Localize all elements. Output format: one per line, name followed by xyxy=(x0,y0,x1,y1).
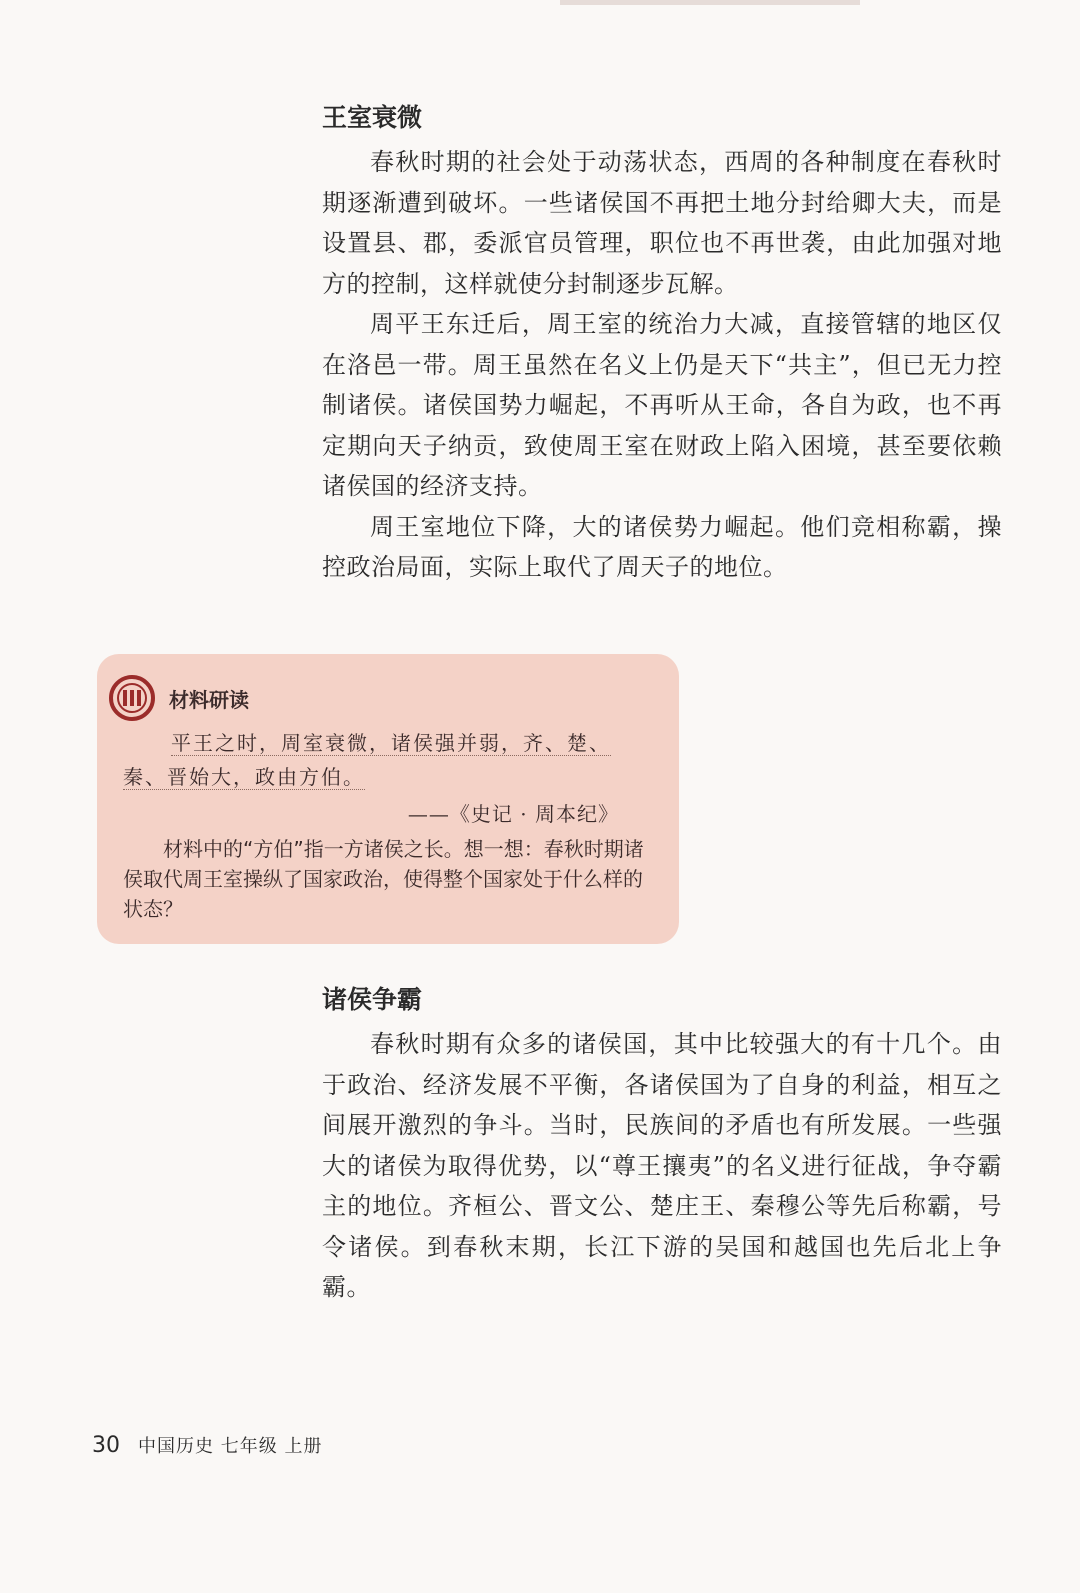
paragraph: 周平王东迁后，周王室的统治力大减，直接管辖的地区仅在洛邑一带。周王虽然在名义上仍是天下“共主”，但已无力控制诸侯。诸侯国势力崛起，不再听从王命，各自为政，也不再定期向天子纳贡，致使周王室在财政上陷入困境，甚至要依赖诸侯国的经济支持。 xyxy=(322,310,1002,500)
section-royal-decline xyxy=(322,98,1002,588)
material-study-title: 材料研读 xyxy=(169,687,249,712)
material-study-icon xyxy=(109,675,155,721)
material-study-header xyxy=(123,674,653,722)
paragraph: 周王室地位下降，大的诸侯势力崛起。他们竞相称霸，操控政治局面，实际上取代了周天子的地位。 xyxy=(322,512,1002,581)
section-heading: 王室衰微 xyxy=(322,103,423,132)
book-title: 中国历史 七年级 上册 xyxy=(138,1436,323,1457)
page-footer xyxy=(92,1432,322,1458)
material-quote: 平王之时，周室衰微，诸侯强并弱，齐、楚、秦、晋始大，政由方伯。 xyxy=(123,731,611,789)
section-heading: 诸侯争霸 xyxy=(322,985,423,1014)
section-hegemony xyxy=(322,980,1002,1308)
page-number: 30 xyxy=(92,1433,120,1458)
material-study-box xyxy=(97,654,679,944)
material-source: ——《史记 · 周本纪》 xyxy=(407,802,619,826)
top-decorative-rule xyxy=(560,0,860,5)
paragraph: 春秋时期有众多的诸侯国，其中比较强大的有十几个。由于政治、经济发展不平衡，各诸侯国为了自身的利益，相互之间展开激烈的争斗。当时，民族间的矛盾也有所发展。一些强大的诸侯为取得优势，以“尊王攘夷”的名义进行征战，争夺霸主的地位。齐桓公、晋文公、楚庄王、秦穆公等先后称霸，号令诸侯。到春秋末期，长江下游的吴国和越国也先后北上争霸。 xyxy=(322,1030,1002,1301)
material-question: 材料中的“方伯”指一方诸侯之长。想一想：春秋时期诸侯取代周王室操纵了国家政治，使得整个国家处于什么样的状态？ xyxy=(123,837,644,921)
paragraph: 春秋时期的社会处于动荡状态，西周的各种制度在春秋时期逐渐遭到破坏。一些诸侯国不再把土地分封给卿大夫，而是设置县、郡，委派官员管理，职位也不再世袭，由此加强对地方的控制，这样就使分封制逐步瓦解。 xyxy=(322,148,1002,298)
